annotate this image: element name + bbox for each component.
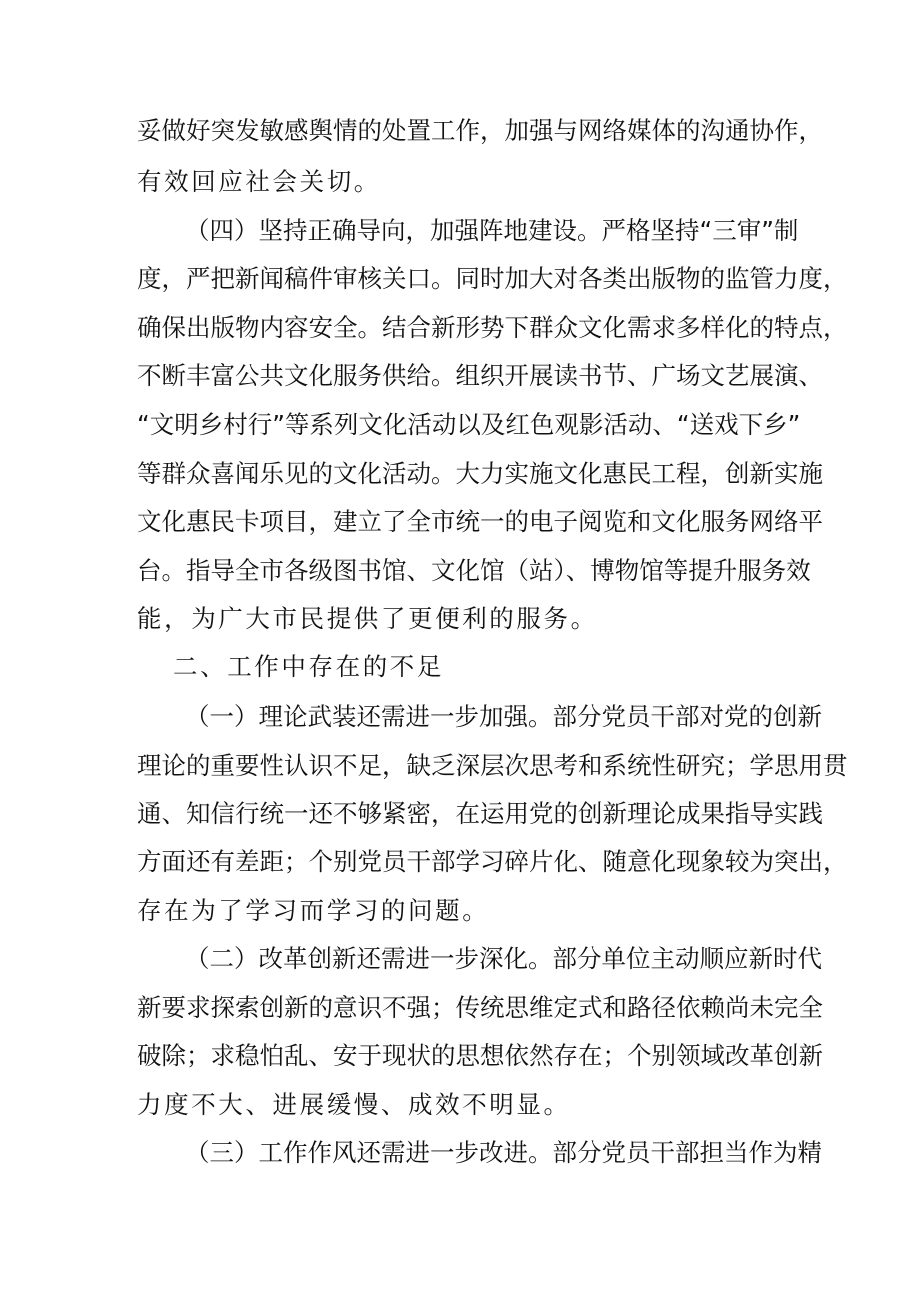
text-line: 力度不大、进展缓慢、成效不明显。 bbox=[137, 1090, 571, 1119]
text-line: 方面还有差距；个别党员干部学习碎片化、随意化现象较为突出， bbox=[137, 847, 848, 876]
section-heading-two: 二、工作中存在的不足 bbox=[173, 652, 444, 681]
text-line: “文明乡村行”等系列文化活动以及红色观影活动、“送戏下乡” bbox=[137, 410, 801, 439]
text-line: 确保出版物内容安全。结合新形势下群众文化需求多样化的特点， bbox=[137, 313, 848, 342]
text-line: 妥做好突发敏感舆情的处置工作，加强与网络媒体的沟通协作， bbox=[137, 116, 823, 145]
paragraph-heading-two: （二）改革创新还需进一步深化。部分单位主动顺应新时代 bbox=[185, 944, 822, 973]
text-line: 文化惠民卡项目，建立了全市统一的电子阅览和文化服务网络平 bbox=[137, 507, 823, 536]
text-line: 不断丰富公共文化服务供给。组织开展读书节、广场文艺展演、 bbox=[137, 361, 823, 390]
text-line: 存在为了学习而学习的问题。 bbox=[137, 896, 490, 925]
text-line: 新要求探索创新的意识不强；传统思维定式和路径依赖尚未完全 bbox=[137, 993, 823, 1022]
paragraph-heading-one: （一）理论武装还需进一步加强。部分党员干部对党的创新 bbox=[185, 702, 822, 731]
text-line: 能，为广大市民提供了更便利的服务。 bbox=[137, 604, 598, 633]
text-line: 度，严把新闻稿件审核关口。同时加大对各类出版物的监管力度， bbox=[137, 264, 848, 293]
text-line: 台。指导全市各级图书馆、文化馆（站）、博物馆等提升服务效 bbox=[137, 556, 811, 585]
text-line: 等群众喜闻乐见的文化活动。大力实施文化惠民工程，创新实施 bbox=[137, 459, 823, 488]
paragraph-heading-three: （三）工作作风还需进一步改进。部分党员干部担当作为精 bbox=[185, 1138, 822, 1167]
text-line: 破除；求稳怕乱、安于现状的思想依然存在；个别领域改革创新 bbox=[137, 1041, 823, 1070]
text-line: 有效回应社会关切。 bbox=[137, 167, 381, 196]
text-line: 通、知信行统一还不够紧密，在运用党的创新理论成果指导实践 bbox=[137, 799, 823, 828]
text-line: 理论的重要性认识不足，缺乏深层次思考和系统性研究；学思用贯 bbox=[137, 751, 848, 780]
paragraph-heading-four: （四）坚持正确导向，加强阵地建设。严格坚持“三审”制 bbox=[185, 216, 799, 245]
